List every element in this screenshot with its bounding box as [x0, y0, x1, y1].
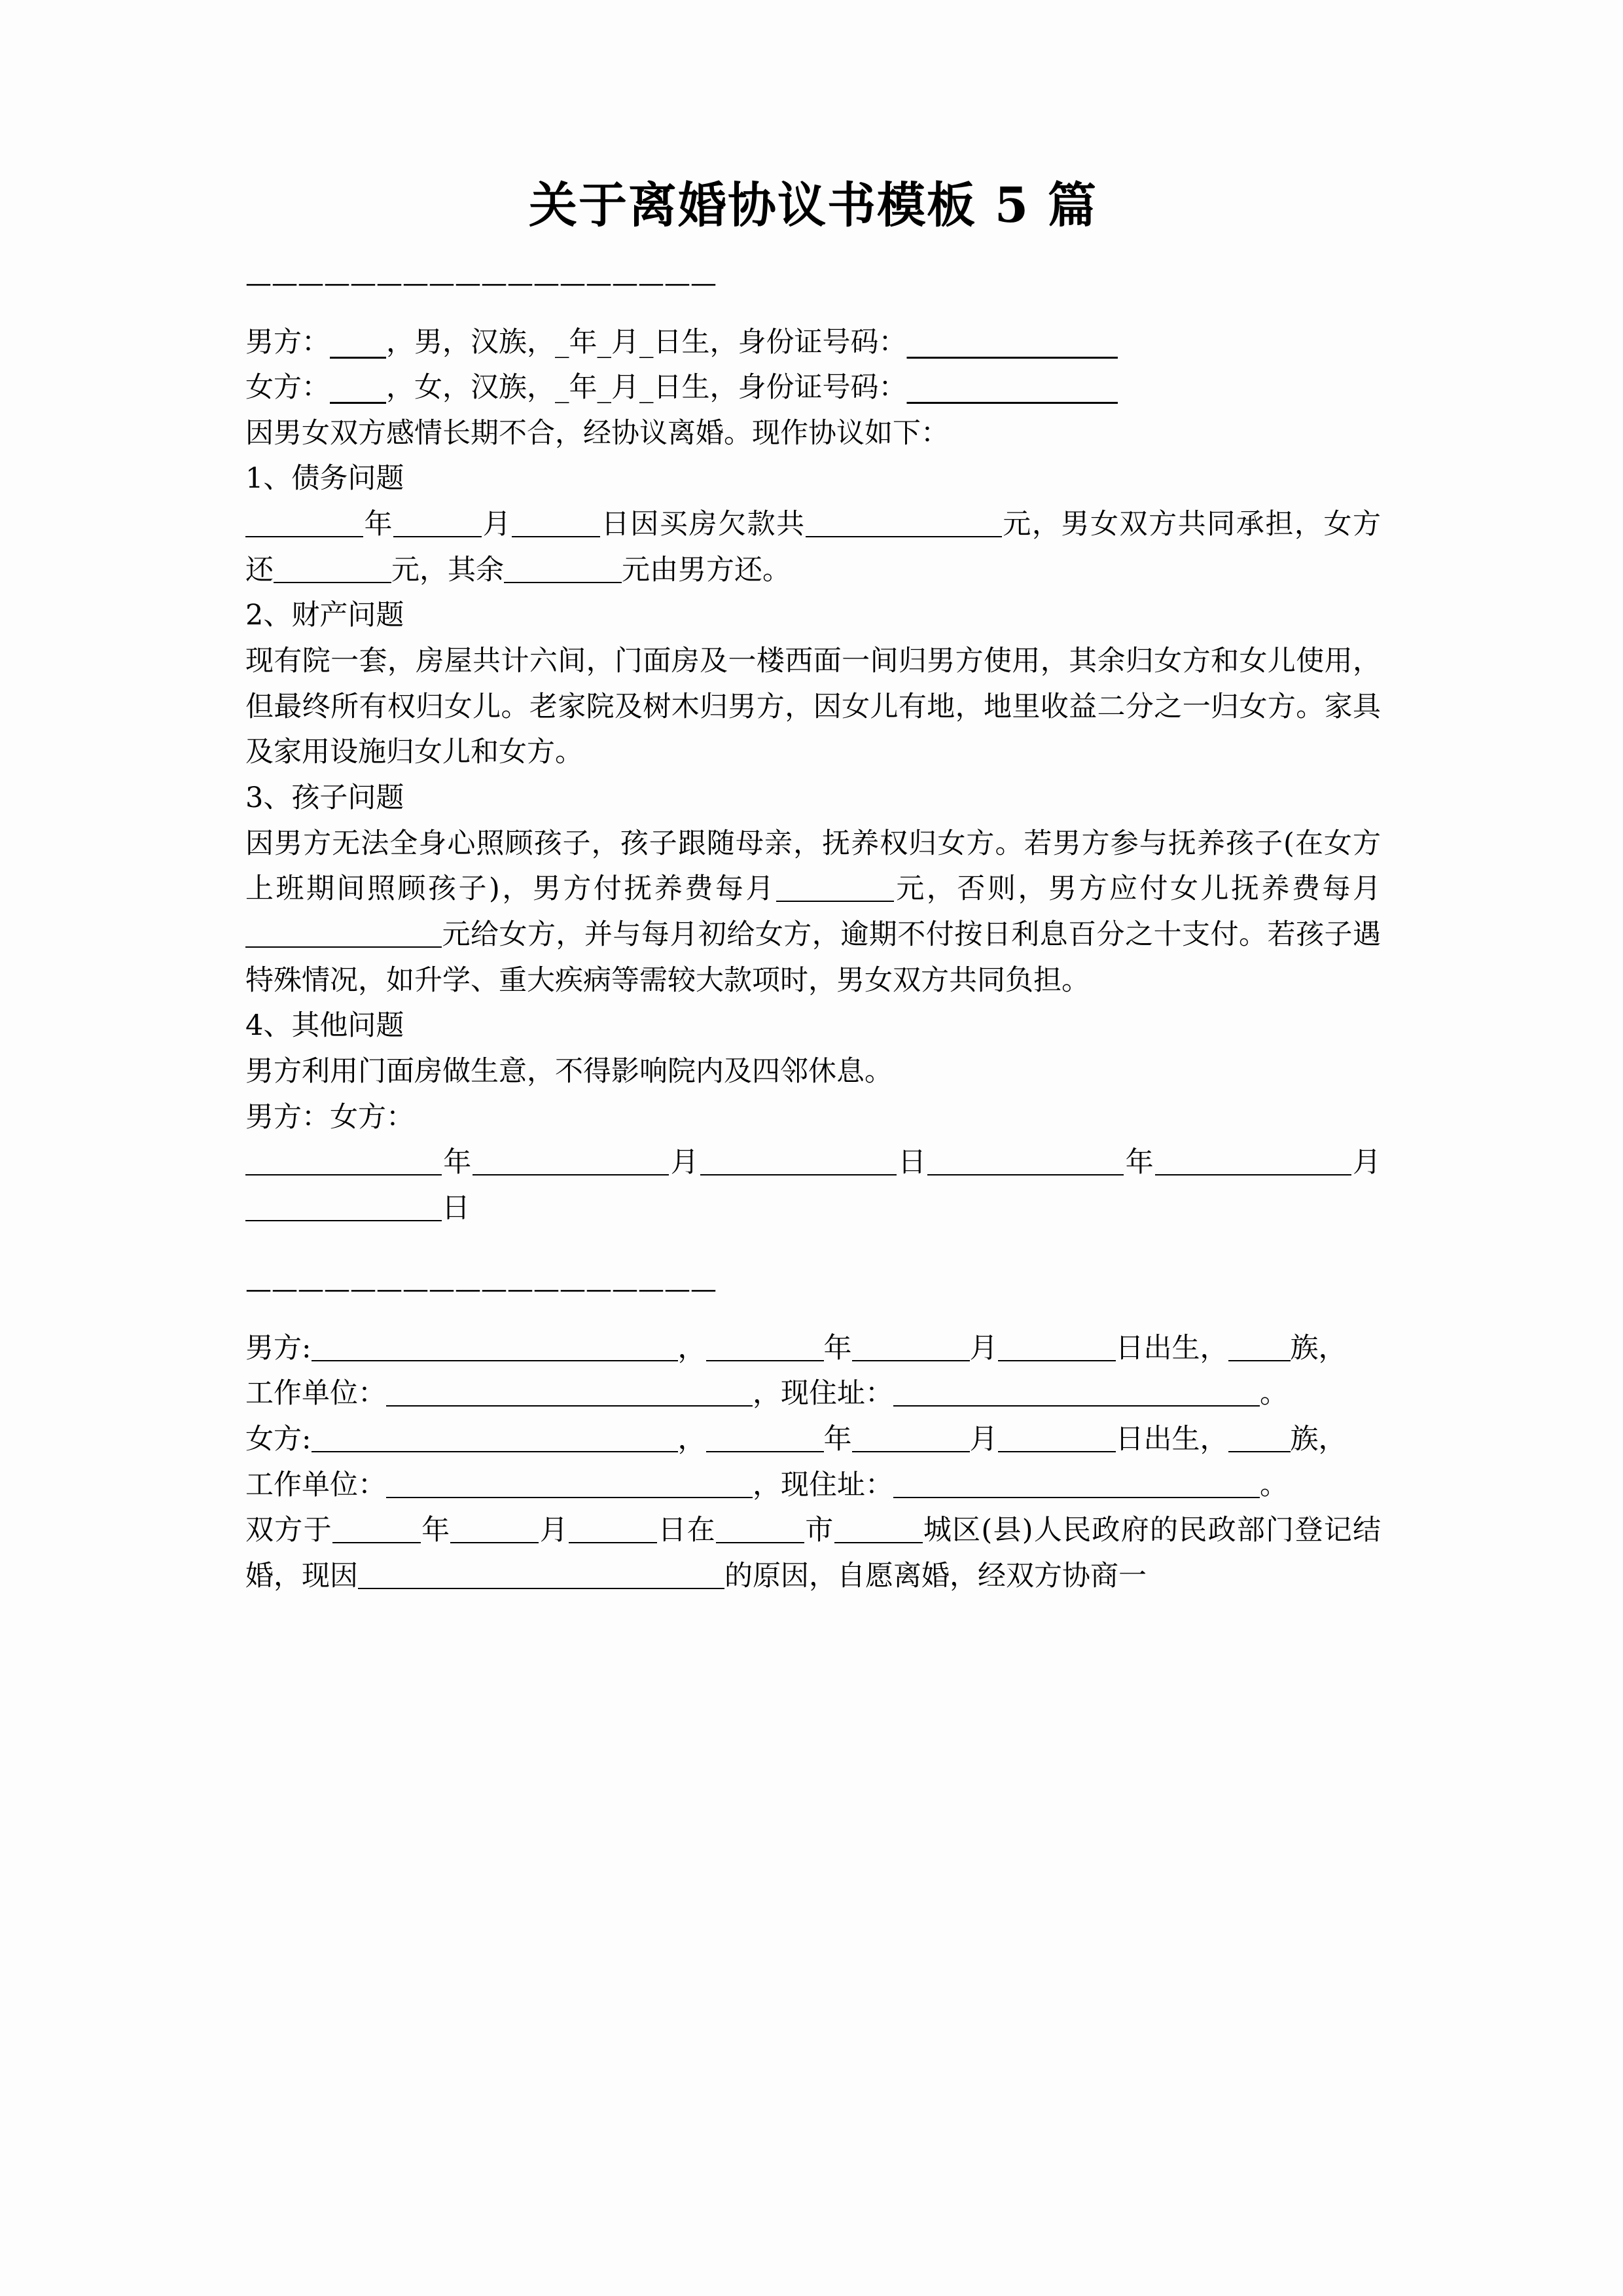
child-support-text-2: 元给女方，并与每月初给女方，逾期不付按日利息百分之十支付。若孩子遇特殊情况，如升学、重大疾病等需较大款项时，男女双方共同负担。	[245, 918, 1381, 997]
section-4-body: 男方利用门面房做生意，不得影响院内及四邻休息。	[245, 1055, 893, 1088]
section-4-heading: 4、其他问题	[245, 1009, 404, 1043]
marriage-district-label: 城区(县)人民政府的民政部门登记结婚，现因	[245, 1514, 1382, 1592]
section-1-body	[245, 502, 1381, 593]
party-male-day: _日生，	[639, 325, 738, 359]
second-male-addr-blank	[893, 1383, 1260, 1407]
sign-day-blank-male	[700, 1152, 897, 1175]
second-female-ethnic-label: 族，	[1290, 1422, 1347, 1456]
section-2-body: 现有院一套，房屋共计六间，门面房及一楼西面一间归男方使用，其余归女方和女儿使用，但最终所有权归女儿。老家院及树木归男方，因女儿有地，地里收益二分之一归女方。家具及家用设施归女儿和女方。	[245, 645, 1381, 769]
second-female-year-blank	[706, 1429, 824, 1452]
debt-male-amount-blank	[504, 560, 622, 583]
second-female-addr-blank	[893, 1475, 1260, 1498]
document-content	[245, 0, 1381, 1600]
party-male-label: 男方：	[245, 325, 330, 359]
debt-share-text: 元，男女双方共同承担，女方还	[245, 508, 1382, 586]
divorce-reason-blank	[358, 1566, 724, 1589]
section-3-heading: 3、孩子问题	[245, 781, 404, 815]
second-party-female-line	[245, 1417, 1381, 1463]
second-male-addr-label: 现住址：	[781, 1377, 893, 1410]
party-male-id-blank: _______________	[906, 325, 1118, 359]
spacer	[245, 1232, 1381, 1242]
sign-year-blank-female	[927, 1152, 1124, 1175]
second-male-comma: ，	[677, 1331, 706, 1365]
debt-rest-label: 元，其余	[391, 553, 504, 586]
second-male-month-label: 月	[969, 1331, 998, 1365]
marriage-day-blank	[569, 1520, 657, 1543]
party-female-id-label: 身份证号码：	[738, 371, 907, 404]
debt-month-blank	[393, 514, 482, 537]
party-female-after-name: ，女，汉族，	[386, 371, 555, 404]
debt-reason-label: 日因买房欠款共	[600, 508, 806, 541]
party-male-year: _年	[555, 325, 597, 359]
debt-day-blank	[512, 514, 600, 537]
party-female-name-blank: ____	[330, 371, 386, 404]
second-female-name-blank	[312, 1429, 678, 1452]
child-custody-text: 因男方无法全身心照顾孩子，孩子跟随母亲，抚养权归女方。若男方参与抚养孩子(在女方上班期间照顾孩子)，男方付抚养费每月	[245, 827, 1381, 906]
marriage-month-blank	[450, 1520, 539, 1543]
sign-day-label-male: 日	[896, 1146, 928, 1179]
marriage-year-label: 年	[420, 1514, 451, 1547]
debt-amount-blank	[806, 514, 1002, 537]
second-female-work-label: 工作单位：	[245, 1468, 386, 1501]
second-female-addr-period: 。	[1260, 1468, 1288, 1501]
sign-year-blank-male	[245, 1152, 442, 1175]
sign-month-label-female: 月	[1351, 1146, 1382, 1179]
party-female-id-blank: _______________	[906, 371, 1118, 404]
second-male-work-label: 工作单位：	[245, 1377, 386, 1410]
party-male-id-label: 身份证号码：	[738, 325, 907, 359]
section-2-heading: 2、财产问题	[245, 599, 404, 632]
marriage-month-label: 月	[539, 1514, 569, 1547]
sign-month-blank-female	[1155, 1152, 1351, 1175]
second-female-work-line	[245, 1463, 1381, 1509]
second-male-year-label: 年	[823, 1331, 852, 1365]
second-female-year-label: 年	[823, 1422, 852, 1456]
party-male-line	[245, 320, 1381, 366]
debt-year-blank	[245, 514, 363, 537]
second-female-work-comma: ，	[753, 1468, 781, 1501]
sign-month-label-male: 月	[669, 1146, 700, 1179]
second-male-ethnic-blank	[1228, 1338, 1291, 1361]
page-title: 关于离婚协议书模板 5 篇	[528, 177, 1097, 234]
signature-date-line	[245, 1140, 1381, 1231]
second-female-month-blank	[852, 1429, 970, 1452]
marriage-city-label: 市	[804, 1514, 834, 1547]
debt-year-label: 年	[363, 508, 394, 541]
party-male-after-name: ，男，汉族，	[386, 325, 555, 359]
agreement-intro: 因男女双方感情长期不合，经协议离婚。现作协议如下：	[245, 416, 949, 450]
debt-male-pay-text: 元由男方还。	[622, 553, 791, 586]
second-male-year-blank	[706, 1338, 824, 1361]
spacer	[245, 1309, 1381, 1326]
section-divider-bottom: ——————————————————	[245, 1274, 717, 1304]
second-male-work-line	[245, 1371, 1381, 1417]
second-male-day-blank	[998, 1338, 1116, 1361]
party-female-year: _年	[555, 371, 597, 404]
party-female-line	[245, 365, 1381, 411]
second-female-work-blank	[386, 1475, 753, 1498]
section-1-heading: 1、债务问题	[245, 462, 404, 495]
second-male-ethnic-label: 族，	[1290, 1331, 1347, 1365]
marriage-registration-line	[245, 1508, 1381, 1599]
child-support-text-1: 元，否则，男方应付女儿抚养费每月	[893, 872, 1382, 906]
sign-day-label-female: 日	[442, 1191, 470, 1225]
sign-year-label-male: 年	[442, 1146, 473, 1179]
second-female-ethnic-blank	[1228, 1429, 1291, 1452]
debt-month-label: 月	[482, 508, 512, 541]
party-female-label: 女方：	[245, 371, 330, 404]
child-support-blank-2	[245, 924, 442, 948]
signature-line: 男方：女方：	[245, 1100, 414, 1134]
marriage-city-blank	[716, 1520, 804, 1543]
marriage-year-blank	[332, 1520, 421, 1543]
second-female-comma: ，	[677, 1422, 706, 1456]
party-female-month: _月	[597, 371, 639, 404]
marriage-district-blank	[834, 1520, 923, 1543]
section-divider-top: ——————————————————	[245, 268, 717, 298]
marriage-prefix: 双方于	[245, 1514, 332, 1547]
party-female-day: _日生，	[639, 371, 738, 404]
debt-female-amount-blank	[274, 560, 391, 583]
second-party-male-line	[245, 1326, 1381, 1372]
second-male-name-blank	[312, 1338, 678, 1361]
marriage-day-label: 日在	[657, 1514, 716, 1547]
second-male-month-blank	[852, 1338, 970, 1361]
second-male-day-label: 日出生，	[1115, 1331, 1228, 1365]
section-3-body	[245, 821, 1381, 1004]
sign-month-blank-male	[473, 1152, 669, 1175]
child-support-blank-1	[776, 878, 894, 902]
party-male-name-blank: ____	[330, 325, 386, 359]
second-female-addr-label: 现住址：	[781, 1468, 893, 1501]
spacer	[245, 303, 1381, 320]
second-male-label: 男方:	[245, 1331, 312, 1365]
second-female-day-blank	[998, 1429, 1116, 1452]
party-male-month: _月	[597, 325, 639, 359]
second-female-label: 女方:	[245, 1422, 312, 1456]
sign-year-label-female: 年	[1124, 1146, 1155, 1179]
second-male-work-comma: ，	[753, 1377, 781, 1410]
second-male-addr-period: 。	[1260, 1377, 1288, 1410]
divorce-reason-tail: 的原因，自愿离婚，经双方协商一	[724, 1559, 1147, 1592]
second-female-month-label: 月	[969, 1422, 998, 1456]
sign-day-blank-female	[245, 1198, 442, 1221]
second-male-work-blank	[386, 1383, 753, 1407]
second-female-day-label: 日出生，	[1115, 1422, 1228, 1456]
